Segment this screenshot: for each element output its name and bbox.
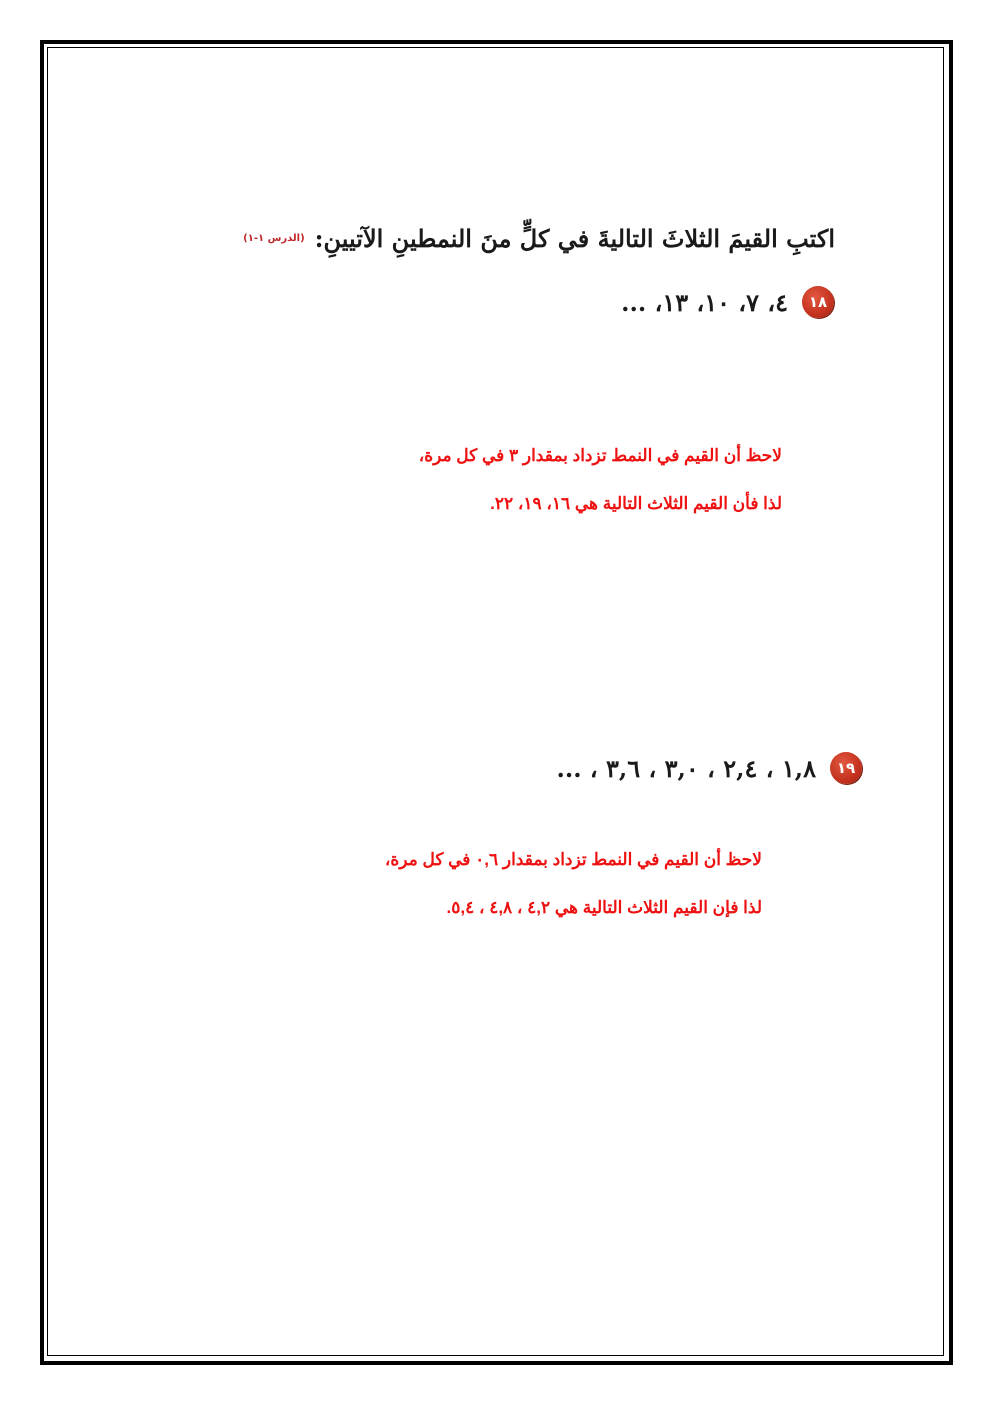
instruction-text: اكتبِ القيمَ الثلاثَ التاليةَ في كلٍّ منَ النمطينِ الآتيينِ: <box>314 223 835 253</box>
number-sequence: ١,٨ ، ٢,٤ ، ٣,٠ ، ٣,٦ ، ... <box>556 753 816 783</box>
answer-line: لذا فأن القيم الثلاث التالية هي ١٦، ١٩، ٢٢. <box>490 494 782 513</box>
lesson-reference: (الدرس ١-١) <box>243 232 305 244</box>
answer-line: لذا فإن القيم الثلاث التالية هي ٤,٢ ، ٤,٨ ، ٥,٤. <box>446 898 762 917</box>
problem-number-badge: ١٩ <box>830 752 862 784</box>
problem-19 <box>557 752 863 784</box>
answer-line: لاحظ أن القيم في النمط تزداد بمقدار ٠,٦ في كل مرة، <box>384 850 762 869</box>
problem-number-badge: ١٨ <box>802 286 834 318</box>
problem-18 <box>621 286 834 318</box>
answer-19 <box>385 848 762 944</box>
exercise-heading <box>190 218 835 258</box>
number-sequence: ٤، ٧، ١٠، ١٣، ... <box>621 287 788 317</box>
answer-line: لاحظ أن القيم في النمط تزداد بمقدار ٣ في كل مرة، <box>418 446 782 465</box>
answer-18 <box>419 444 782 540</box>
